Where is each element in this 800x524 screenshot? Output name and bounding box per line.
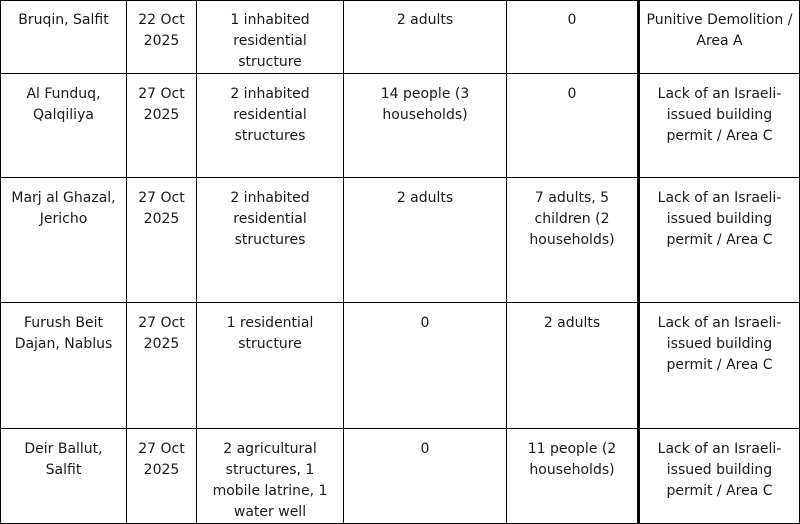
affected-cell: 11 people (2 households) [507,429,639,524]
reason-cell: Lack of an Israeli-issued building permit / Area C [639,178,800,303]
reason-cell: Lack of an Israeli-issued building permit / Area C [639,303,800,429]
displaced-cell: 0 [344,303,507,429]
structures-cell: 2 agricultural structures, 1 mobile latrine, 1 water well [197,429,344,524]
affected-cell: 7 adults, 5 children (2 households) [507,178,639,303]
displaced-cell: 0 [344,429,507,524]
affected-cell: 0 [507,1,639,74]
displaced-cell: 2 adults [344,1,507,74]
table-row [1,74,800,178]
structures-cell: 2 inhabited residential structures [197,74,344,178]
location-cell: Deir Ballut, Salfit [1,429,127,524]
structures-cell: 1 inhabited residential structure [197,1,344,74]
reason-cell: Punitive Demolition / Area A [639,1,800,74]
date-cell: 22 Oct 2025 [127,1,197,74]
location-cell: Bruqin, Salfit [1,1,127,74]
affected-cell: 2 adults [507,303,639,429]
date-cell: 27 Oct 2025 [127,429,197,524]
date-cell: 27 Oct 2025 [127,178,197,303]
location-cell: Marj al Ghazal, Jericho [1,178,127,303]
table-row [1,303,800,429]
date-cell: 27 Oct 2025 [127,74,197,178]
location-cell: Furush Beit Dajan, Nablus [1,303,127,429]
reason-cell: Lack of an Israeli-issued building permit / Area C [639,74,800,178]
reason-cell: Lack of an Israeli-issued building permit / Area C [639,429,800,524]
table-row [1,429,800,524]
affected-cell: 0 [507,74,639,178]
table-row [1,1,800,74]
location-cell: Al Funduq, Qalqiliya [1,74,127,178]
table-row [1,178,800,303]
displaced-cell: 14 people (3 households) [344,74,507,178]
displaced-cell: 2 adults [344,178,507,303]
structures-cell: 2 inhabited residential structures [197,178,344,303]
structures-cell: 1 residential structure [197,303,344,429]
date-cell: 27 Oct 2025 [127,303,197,429]
